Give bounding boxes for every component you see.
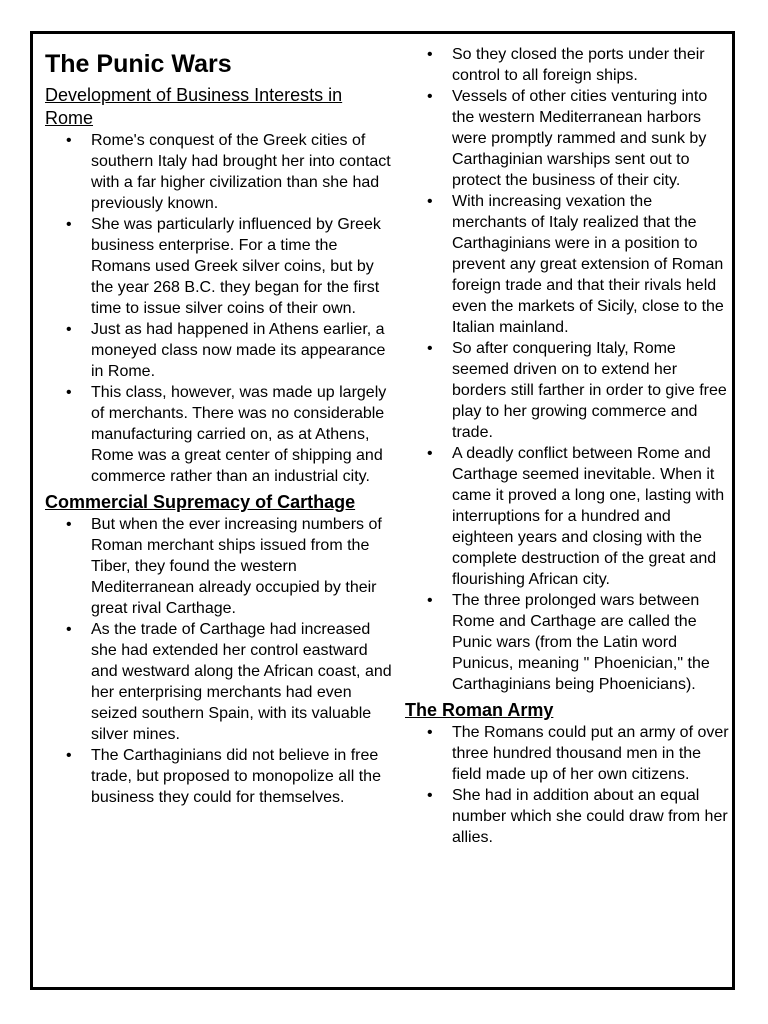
- list-item: • Just as had happened in Athens earlier, a moneyed class now made its appearance in Rome.: [45, 319, 395, 382]
- list-item: • This class, however, was made up largely of merchants. There was no considerable manufacturing carried on, as at Athens, Rome was a great center of shipping and commerce rather than an industrial city.: [45, 382, 395, 487]
- list-item: • With increasing vexation the merchants of Italy realized that the Carthaginians were in a position to prevent any great extension of Roman foreign trade and that their rivals held even the markets of Sicily, close to the Italian mainland.: [405, 191, 730, 338]
- section-heading-army: The Roman Army: [405, 700, 554, 720]
- list-item: • A deadly conflict between Rome and Carthage seemed inevitable. When it came it proved a long one, lasting with interruptions for a hundred and eighteen years and closing with the complete destruction of the great and flourishing African city.: [405, 443, 730, 590]
- right-column: [405, 48, 730, 848]
- bullet-list-army: [405, 722, 730, 848]
- list-item: • So they closed the ports under their control to all foreign ships.: [405, 44, 730, 86]
- bullet-list-commercial: [45, 514, 395, 808]
- list-item: • Rome's conquest of the Greek cities of southern Italy had brought her into contact with a far higher civilization than she had previously known.: [45, 130, 395, 214]
- page-title: The Punic Wars: [45, 50, 232, 78]
- list-item: • Vessels of other cities venturing into the western Mediterranean harbors were promptly rammed and sunk by Carthaginian warships sent out to protect the business of their city.: [405, 86, 730, 191]
- section-heading-development: Development of Business Interests in Rome: [45, 85, 343, 128]
- list-item: • But when the ever increasing numbers of Roman merchant ships issued from the Tiber, they found the western Mediterranean already occupied by their great rival Carthage.: [45, 514, 395, 619]
- document-page: [30, 31, 735, 990]
- list-item: • The three prolonged wars between Rome and Carthage are called the Punic wars (from the Latin word Punicus, meaning " Phoenician," the Carthaginians being Phoenicians).: [405, 590, 730, 695]
- section-heading-commercial: Commercial Supremacy of Carthage: [45, 492, 356, 512]
- list-item: • She had in addition about an equal number which she could draw from her allies.: [405, 785, 730, 848]
- bullet-list-development: [45, 130, 395, 487]
- bullet-list-commercial-continued: [405, 44, 730, 695]
- list-item: • As the trade of Carthage had increased she had extended her control eastward and westward along the African coast, and her enterprising merchants had even seized southern Spain, with its valuable silver mines.: [45, 619, 395, 745]
- list-item: • The Carthaginians did not believe in free trade, but proposed to monopolize all the business they could for themselves.: [45, 745, 395, 808]
- left-column: [45, 48, 395, 808]
- list-item: • The Romans could put an army of over three hundred thousand men in the field made up of her own citizens.: [405, 722, 730, 785]
- list-item: • She was particularly influenced by Greek business enterprise. For a time the Romans used Greek silver coins, but by the year 268 B.C. they began for the first time to issue silver coins of their own.: [45, 214, 395, 319]
- list-item: • So after conquering Italy, Rome seemed driven on to extend her borders still farther in order to give free play to her growing commerce and trade.: [405, 338, 730, 443]
